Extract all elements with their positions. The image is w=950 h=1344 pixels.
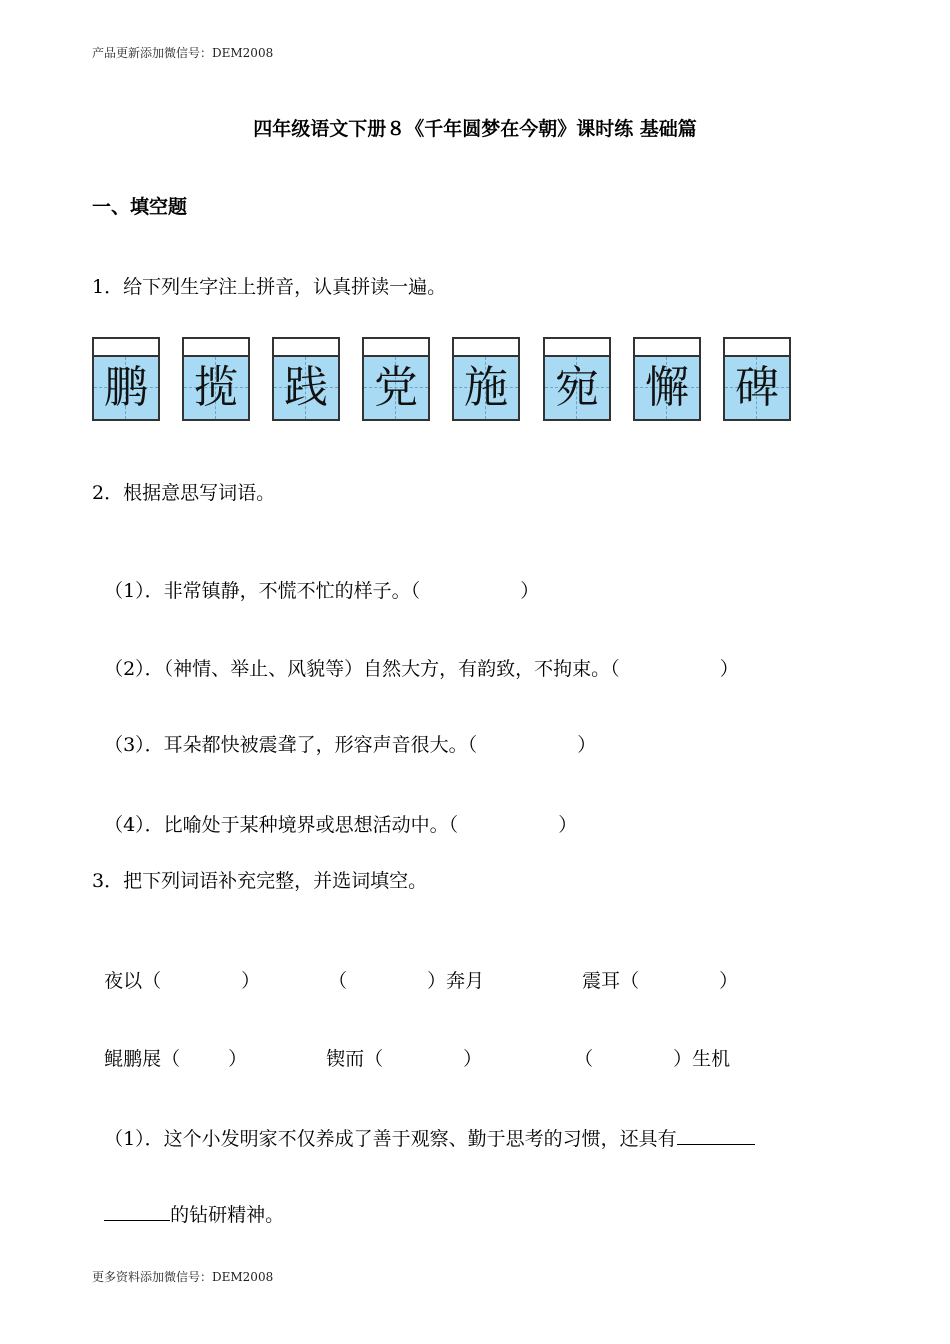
question-3-prompt: 3．把下列词语补充完整，并选词填空。 [92, 870, 428, 892]
question-2-prompt: 2．根据意思写词语。 [92, 482, 276, 504]
idiom-fill: 震耳（ ） [582, 970, 739, 992]
question-1-prompt: 1．给下列生字注上拼音，认真拼读一遍。 [92, 276, 447, 298]
sentence-blank[interactable] [104, 1219, 170, 1221]
sentence-blank[interactable] [677, 1143, 755, 1145]
question-2-item [92, 554, 539, 603]
char-box [723, 337, 791, 421]
close-paren: ） [577, 734, 597, 756]
close-paren: ） [719, 658, 739, 680]
character: 鹏 [104, 362, 148, 413]
close-paren: ） [520, 580, 540, 602]
pinyin-blank[interactable] [454, 339, 518, 357]
character: 碑 [735, 362, 779, 413]
char-box [633, 337, 701, 421]
pinyin-blank[interactable] [545, 339, 609, 357]
char-box [272, 337, 340, 421]
pinyin-blank[interactable] [274, 339, 338, 357]
pinyin-blank[interactable] [725, 339, 789, 357]
idiom-fill: 鲲鹏展（ ） [104, 1048, 248, 1070]
pinyin-blank[interactable] [635, 339, 699, 357]
character: 施 [464, 362, 508, 413]
section-heading: 一、填空题 [92, 196, 188, 218]
item-text: （1）．非常镇静，不慌不忙的样子。（ [104, 580, 421, 602]
character: 懈 [645, 362, 689, 413]
item-text: （4）．比喻处于某种境界或思想活动中。（ [104, 814, 459, 836]
sentence-item: （1）．这个小发明家不仅养成了善于观察、勤于思考的习惯，还具有 [92, 1102, 755, 1151]
close-paren: ） [558, 814, 578, 836]
pinyin-blank[interactable] [364, 339, 428, 357]
char-box [92, 337, 160, 421]
char-box [362, 337, 430, 421]
footer-note: 更多资料添加微信号：DEM2008 [92, 1270, 274, 1284]
question-2-item [92, 788, 577, 837]
idiom-fill: 锲而（ ） [326, 1048, 483, 1070]
pinyin-blank[interactable] [94, 339, 158, 357]
idiom-fill: （ ）奔月 [328, 970, 485, 992]
character: 践 [284, 362, 328, 413]
item-text: （2）．（神情、举止、风貌等）自然大方，有韵致，不拘束。（ [104, 658, 620, 680]
character: 揽 [194, 362, 238, 413]
question-2-item [92, 708, 596, 757]
char-box [452, 337, 520, 421]
item-text: （3）．耳朵都快被震聋了，形容声音很大。（ [104, 734, 478, 756]
question-2-item [92, 632, 739, 681]
page-title: 四年级语文下册８《千年圆梦在今朝》课时练 基础篇 [253, 118, 697, 140]
sentence-item-continued: 的钻研精神。 [92, 1178, 284, 1227]
pinyin-blank[interactable] [184, 339, 248, 357]
idiom-fill: 夜以（ ） [104, 970, 261, 992]
character: 宛 [555, 362, 599, 413]
idiom-fill: （ ）生机 [574, 1048, 731, 1070]
char-box [543, 337, 611, 421]
character: 党 [374, 362, 418, 413]
header-note: 产品更新添加微信号：DEM2008 [92, 46, 274, 60]
char-box [182, 337, 250, 421]
